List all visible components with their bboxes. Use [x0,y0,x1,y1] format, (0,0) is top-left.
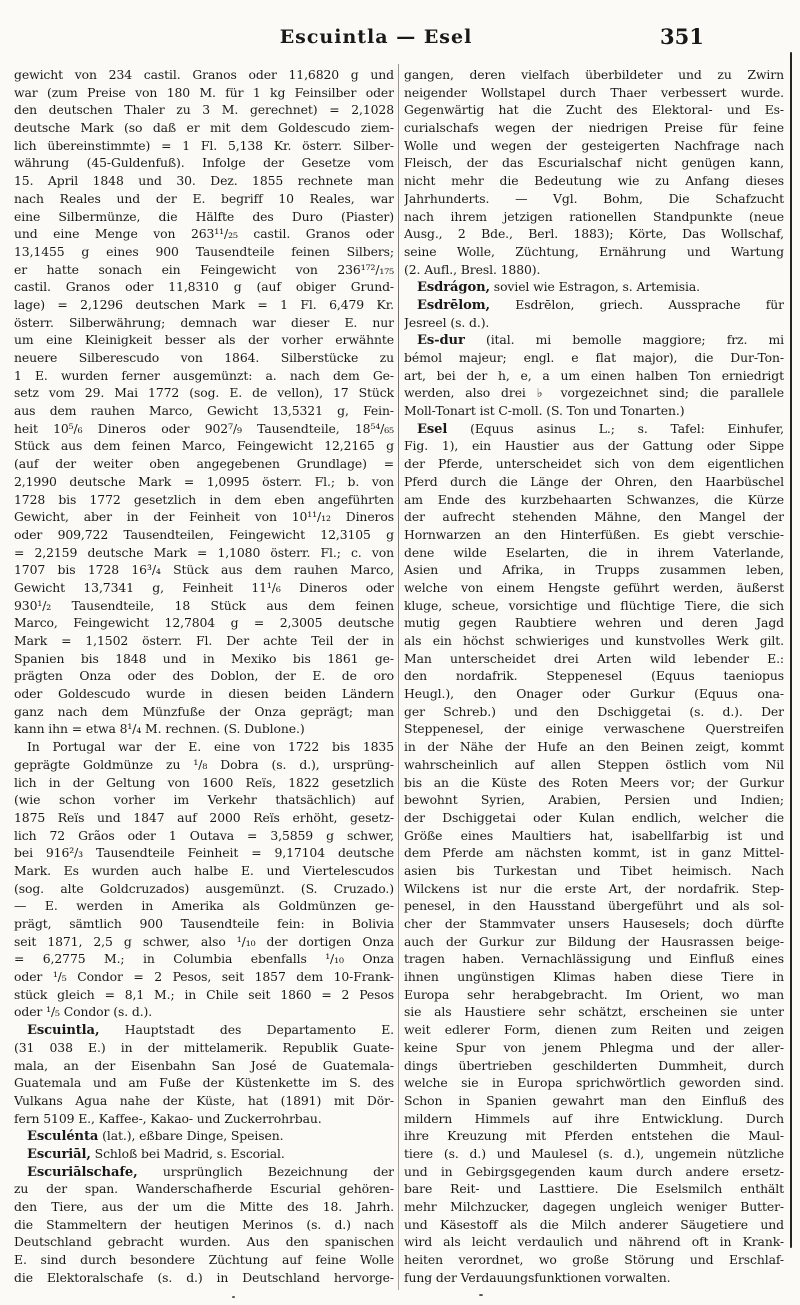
text-line: welche sie in Europa sprichwörtlich geworden sind. [404,1075,784,1091]
text-line: Esel (Equus asinus L.; s. Tafel: Einhufer, [417,420,784,437]
text-line: Escuriāl, Schloß bei Madrid, s. Escorial. [27,1145,285,1162]
text-line: 13,1455 g eines 900 Tausendteile feinen Silbers; [14,243,394,259]
text-line: Esdrēlom, Esdrēlon, griech. Aussprache für [417,296,784,313]
page-number: 351 [660,24,704,49]
text-line: Vulkans Agua nahe der Küste, hat (1891) mit Dör- [14,1092,394,1108]
text-line: stück gleich = 8,1 M.; in Chile seit 1860 = 2 Pesos [14,986,394,1002]
entry-term: Escuriāl, [27,1146,91,1162]
text-line: um eine Kleinigkeit besser als der vorher erwähnte [14,332,394,348]
text-line: Größe eines Maultiers hat, isabellfarbig ist und [404,827,784,843]
text-column-right [404,66,784,1286]
text-line: der Pferde, unterscheidet sich von dem eigentlichen [404,456,784,472]
text-line: bis an die Küste des Roten Meers vor; der Gurkur [404,774,784,790]
text-line: der aufrecht stehenden Mähne, den Mangel der [404,509,784,525]
text-line: bare Reit- und Lasttiere. Die Eselsmilch enthält [404,1181,784,1197]
text-line: lage) = 2,1296 deutschen Mark = 1 Fl. 6,479 Kr. [14,296,394,312]
text-line: den Tiere, aus der um die Mitte des 18. Jahrh. [14,1199,394,1214]
text-line: nach ihrem jetzigen rationellen Standpunkte (neue [404,208,784,224]
text-line: = 2,2159 deutsche Mark = 1,1080 österr. Fl.; c. von [14,544,394,560]
text-line: gewicht von 234 castil. Granos oder 11,6820 g und [14,67,394,82]
text-line: 1 E. wurden ferner ausgemünzt: a. nach dem Ge- [14,367,394,383]
text-line: währung (45-Guldenfuß). Infolge der Gesetze vom [14,155,394,171]
text-line: Es-dur (ital. mi bemolle maggiore; frz. mi [417,332,784,349]
text-line: werden, also drei ♭ vorgezeichnet sind; die parallele [404,385,784,401]
text-line: oder ¹/₅ Condor (s. d.). [14,1004,153,1020]
entry-term: Escuriālschafe, [27,1164,138,1180]
text-line: — E. werden in Amerika als Goldmünzen ge- [14,898,394,914]
text-line: = 6,2775 M.; in Columbia ebenfalls ¹/₁₀ Onza [14,951,394,967]
text-line: zu der span. Wanderschafherde Escurial gehören- [14,1181,394,1197]
text-line: mala, an der Eisenbahn San José de Guatemala- [14,1057,394,1073]
text-line: geprägte Goldmünze zu ¹/₈ Dobra (s. d.), ursprüng- [14,756,394,772]
text-line: ihre Kreuzung mit Pferden entstehen die Maul- [404,1128,784,1144]
text-line: Stück aus dem feinen Marco, Feingewicht 12,2165 g [14,438,394,454]
text-line: lich 72 Grãos oder 1 Outava = 3,5859 g schwer, [14,827,394,843]
text-line: tiere (s. d.) und Maulesel (s. d.), ungemein nützliche [404,1145,784,1161]
text-line: kann ihn = etwa 8¹/₄ M. rechnen. (S. Dublone.) [14,721,305,737]
text-line: und eine Menge von 263¹¹/₂₅ castil. Granos oder [14,226,394,242]
text-line: oder Goldescudo wurde in diesen beiden Ländern [14,686,394,702]
text-line: Steppenesel, der einige verwaschene Querstreifen [404,721,784,737]
text-line: ger Schreb.) und den Dschiggetai (s. d.). Der [404,703,784,719]
text-line: Moll-Tonart ist C-moll. (S. Ton und Tonarten.) [404,403,685,419]
text-line: keine Spur von jenem Phlegma und der aller- [404,1039,784,1055]
text-column-left [14,66,394,1286]
text-line: österr. Silberwährung; demnach war dieser E. nur [14,314,394,330]
text-line: bei 916²/₃ Tausendteile Feinheit = 9,17104 deutsche [14,845,394,861]
text-line: oder ¹/₅ Condor = 2 Pesos, seit 1857 dem 10-Frank- [14,969,394,985]
text-line: Deutschland gebracht wurden. Aus den spanischen [14,1234,394,1250]
scan-speck [479,1294,483,1296]
text-line: Esculénta (lat.), eßbare Dinge, Speisen. [27,1128,284,1145]
text-line: wahrscheinlich auf allen Steppen östlich vom Nil [404,756,784,772]
text-line: Esdrágon, soviel wie Estragon, s. Artemisia. [417,279,700,296]
text-line: bewohnt Syrien, Arabien, Persien und Indien; [404,792,784,808]
text-line: ihnen ungünstigen Klimas haben diese Tiere in [404,969,784,985]
text-line: Pferd durch die Länge der Ohren, den Haarbüschel [404,473,784,489]
text-line: lich in der Geltung von 1600 Reïs, 1822 gesetzlich [14,774,394,790]
text-line: dene wilde Eselarten, die in ihrem Vaterlande, [404,544,784,560]
text-line: Jahrhunderts. — Vgl. Bohm, Die Schafzucht [404,190,784,206]
text-line: penesel, in den Hausstand übergeführt und als sol- [404,898,784,914]
entry-term: Escuintla, [27,1023,100,1039]
text-line: dings übertrieben geschilderten Dummheit, durch [404,1057,784,1073]
text-line: sie als Haustiere sehr schätzt, erscheinen sie unter [404,1004,784,1020]
text-line: Asien und Afrika, in Trupps zusammen leben, [404,562,784,578]
text-line: In Portugal war der E. eine von 1722 bis 1835 [27,739,394,755]
text-line: aus dem rauhen Marco, Gewicht 13,5321 g, Fein- [14,403,394,419]
text-line: (2. Aufl., Bresl. 1880). [404,261,541,277]
text-line: er hatte sonach ein Feingewicht von 236¹⁷²/₁₇₅ [14,261,394,277]
text-line: als ein höchst schwieriges und kunstvolles Werk gilt. [404,633,784,648]
text-line: cher der Stammvater unsers Hausesels; doch dürfte [404,916,784,931]
text-line: Europa sehr herabgebracht. Im Orient, wo man [404,986,784,1002]
text-line: neigender Wollstapel durch Thaer verbessert wurde. [404,84,784,100]
text-line: castil. Granos oder 11,8310 g (auf obiger Grund- [14,279,394,295]
text-line: 15. April 1848 und 30. Dez. 1855 rechnete man [14,173,394,189]
text-line: oder 909,722 Tausendteilen, Feingewicht 12,3105 g [14,526,394,542]
text-line: bémol majeur; engl. e flat major), die Dur-Ton- [404,350,784,365]
column-divider-rule [398,64,399,1290]
text-line: kluge, scheue, vorsichtige und flüchtige Tiere, die sich [404,597,784,613]
text-line: neuere Silberescudo von 1864. Silberstücke zu [14,350,394,365]
text-line: art, bei der h, e, a um einen halben Ton erniedrigt [404,367,784,383]
text-line: Escuintla, Hauptstadt des Departamento E. [27,1022,394,1039]
text-line: am Ende des kurzbehaarten Schwanzes, die Kürze [404,491,784,507]
text-line: Wilckens ist nur die erste Art, der nordafrik. Step- [404,880,784,896]
text-line: Ausg., 2 Bde., Berl. 1883); Körte, Das Wollschaf, [404,226,784,242]
text-line: in der Nähe der Hufe an den Beinen zeigt, kommt [404,739,784,755]
text-line: Man unterscheidet drei Arten wild lebender E.: [404,650,784,666]
text-line: heiten verordnet, wo große Störung und Erschlaf- [404,1252,784,1268]
text-line: Hornwarzen an den Hinterfüßen. Es giebt verschie- [404,526,784,542]
text-line: nicht mehr die Bedeutung wie zu Anfang dieses [404,173,784,189]
running-header [0,22,800,56]
entry-term: Esdrēlom, [417,297,490,313]
text-line: fern 5109 E., Kaffee-, Kakao- und Zuckerrohrbau. [14,1110,322,1126]
text-line: curialschafs wegen der niedrigen Preise für feine [404,120,784,136]
text-line: mehr Milchzucker, dagegen ungleich weniger Butter- [404,1199,784,1214]
text-line: mutig gegen Raubtiere wehren und deren Jagd [404,615,784,631]
text-line: die Stammeltern der heutigen Merinos (s. d.) nach [14,1216,394,1232]
text-line: prägt, sämtlich 900 Tausendteile fein: in Bolivia [14,916,394,931]
text-line: (sog. alte Goldcruzados) ausgemünzt. (S. Cruzado.) [14,880,394,896]
text-line: Spanien bis 1848 und in Mexiko bis 1861 ge- [14,650,394,666]
text-line: auch der Gurkur zur Bildung der Hausrassen beige- [404,933,784,949]
text-line: 2,1990 deutsche Mark = 1,0995 österr. Fl.; b. von [14,473,394,489]
text-line: die Elektoralschafe (s. d.) in Deutschland hervorge- [14,1269,394,1285]
text-line: (wie schon vorher im Verkehr thatsächlich) auf [14,792,394,808]
text-line: nach Reales und der E. begriff 10 Reales, war [14,190,394,206]
text-line: Schon in Spanien gewahrt man den Einfluß des [404,1092,784,1108]
text-line: dem Pferde am nächsten kommt, ist in ganz Mittel- [404,845,784,861]
text-line: E. sind durch besondere Züchtung auf feine Wolle [14,1252,394,1268]
entry-term: Es-dur [417,333,465,349]
text-line: 1728 bis 1772 gesetzlich in dem eben angeführten [14,491,394,507]
text-line: lich übereinstimmte) = 1 Fl. 5,138 Kr. österr. Silber- [14,137,394,153]
scan-edge-artifact [790,52,792,1248]
text-line: Gegenwärtig hat die Zucht des Elektoral- und Es- [404,102,784,118]
text-line: 1875 Reïs und 1847 auf 2000 Reïs erhöht, gesetz- [14,809,394,825]
text-line: wird als leicht verdaulich und nährend oft in Krank- [404,1234,784,1250]
text-line: tragen haben. Vernachlässigung und Einfluß eines [404,951,784,967]
text-line: 1707 bis 1728 16³/₄ Stück aus dem rauhen Marco, [14,562,394,578]
text-line: Fig. 1), ein Haustier aus der Gattung oder Sippe [404,438,784,454]
text-line: Gewicht 13,7341 g, Feinheit 11¹/₆ Dineros oder [14,579,394,595]
text-line: fung der Verdauungsfunktionen vorwalten. [404,1269,671,1285]
text-line: deutsche Mark (so daß er mit dem Goldescudo ziem- [14,120,394,136]
text-line: Gewicht, aber in der Feinheit von 10¹¹/₁₂ Dineros [14,509,394,525]
text-line: seit 1871, 2,5 g schwer, also ¹/₁₀ der dortigen Onza [14,933,394,949]
text-line: den deutschen Thaler zu 3 M. gerechnet) = 2,1028 [14,102,394,118]
entry-term: Esel [417,421,448,437]
text-line: Jesreel (s. d.). [404,314,490,330]
text-line: eine Silbermünze, die Hälfte des Duro (Piaster) [14,208,394,224]
entry-term: Esculénta [27,1129,99,1145]
text-line: Escuriālschafe, ursprünglich Bezeichnung der [27,1163,394,1180]
text-line: und Käsestoff als die Milch anderer Säugetiere und [404,1216,784,1232]
entry-term: Esdrágon, [417,280,490,296]
text-line: Fleisch, der das Escurialschaf nicht genügen kann, [404,155,784,171]
text-line: mildern Himmels auf ihre Entwicklung. Durch [404,1110,784,1126]
text-line: Mark. Es wurden auch halbe E. und Viertelescudos [14,862,394,878]
text-line: setz vom 29. Mai 1772 (sog. E. de vellon), 17 Stück [14,385,394,401]
text-line: den nordafrik. Steppenesel (Equus taeniopus [404,668,784,684]
text-line: asien bis Turkestan und Tibet heimisch. Nach [404,862,784,878]
text-line: prägten Onza oder des Doblon, der E. de oro [14,668,394,684]
scan-speck [232,1296,235,1298]
text-line: Mark = 1,1502 österr. Fl. Der achte Teil der in [14,633,394,648]
text-line: Marco, Feingewicht 12,7804 g = 2,3005 deutsche [14,615,394,631]
text-line: und in Gebirgsgegenden kaum durch andere ersetz- [404,1163,784,1179]
text-line: der Dschiggetai oder Kulan endlich, welcher die [404,809,784,825]
header-column-titles: Escuintla — Esel [279,26,473,48]
text-line: (auf der weiter oben angegebenen Grundlage) = [14,456,394,472]
text-line: weit edlerer Form, dienen zum Reiten und zeigen [404,1022,784,1038]
text-line: Heugl.), den Onager oder Gurkur (Equus ona- [404,686,784,702]
text-line: ganz nach dem Münzfuße der Onza geprägt; man [14,703,394,719]
text-line: heit 10⁵/₆ Dineros oder 902⁷/₉ Tausendteile, 18⁵⁴/₆₅ [14,420,394,436]
text-line: (31 038 E.) in der mittelamerik. Republik Guate- [14,1039,394,1055]
text-line: Wolle und wegen der gesteigerten Nachfrage nach [404,137,784,153]
text-line: gangen, deren vielfach überbildeter und zu Zwirn [404,67,784,82]
text-line: Guatemala und am Fuße der Küstenkette im S. des [14,1075,394,1091]
text-line: war (zum Preise von 180 M. für 1 kg Feinsilber oder [14,84,394,100]
text-line: seine Wolle, Züchtung, Ernährung und Wartung [404,243,784,259]
text-line: welche von einem Hengste geführt werden, äußerst [404,579,784,595]
text-line: 930¹/₂ Tausendteile, 18 Stück aus dem feinen [14,597,394,613]
